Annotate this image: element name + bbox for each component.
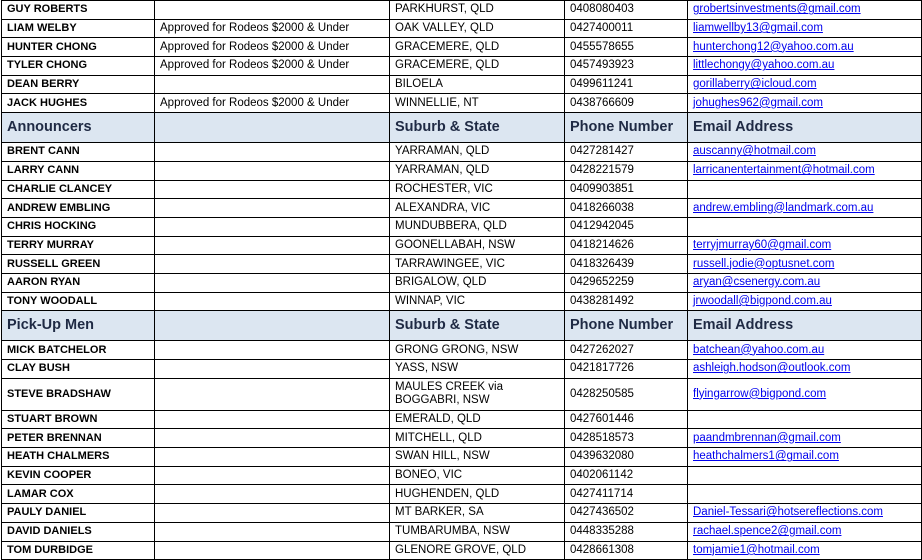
table-row: [2, 255, 922, 274]
table-row: [2, 1, 922, 20]
suburb-column-header: Suburb & State: [390, 113, 565, 143]
contact-name: AARON RYAN: [2, 273, 155, 292]
email-cell: [688, 19, 922, 38]
phone-number: 0427400011: [565, 19, 688, 38]
contact-name: CHARLIE CLANCEY: [2, 180, 155, 199]
contact-name: BRENT CANN: [2, 143, 155, 162]
approval-note: [155, 199, 390, 218]
suburb-state: YASS, NSW: [390, 360, 565, 379]
email-cell: [688, 199, 922, 218]
email-link[interactable]: paandmbrennan@gmail.com: [693, 431, 841, 444]
phone-number: 0438766609: [565, 94, 688, 113]
suburb-state: WINNELLIE, NT: [390, 94, 565, 113]
contact-name: STEVE BRADSHAW: [2, 378, 155, 410]
approval-note: [155, 504, 390, 523]
email-column-header: Email Address: [688, 113, 922, 143]
approval-note: [155, 410, 390, 429]
phone-number: 0427601446: [565, 410, 688, 429]
contact-name: MICK BATCHELOR: [2, 341, 155, 360]
email-cell: [688, 217, 922, 236]
suburb-state: GRACEMERE, QLD: [390, 57, 565, 76]
email-cell: [688, 522, 922, 541]
suburb-state: PARKHURST, QLD: [390, 1, 565, 20]
suburb-state: TUMBARUMBA, NSW: [390, 522, 565, 541]
suburb-state: MITCHELL, QLD: [390, 429, 565, 448]
approval-note: [155, 75, 390, 94]
email-cell: [688, 57, 922, 76]
suburb-state: BILOELA: [390, 75, 565, 94]
suburb-state: GLENORE GROVE, QLD: [390, 541, 565, 560]
contact-name: GUY ROBERTS: [2, 1, 155, 20]
contact-name: TYLER CHONG: [2, 57, 155, 76]
phone-number: 0427411714: [565, 485, 688, 504]
phone-number: 0402061142: [565, 466, 688, 485]
table-row: [2, 485, 922, 504]
section-title: Pick-Up Men: [2, 311, 155, 341]
approval-note: [155, 143, 390, 162]
contact-name: TERRY MURRAY: [2, 236, 155, 255]
contact-name: HEATH CHALMERS: [2, 448, 155, 467]
approval-note: [155, 273, 390, 292]
phone-number: 0428221579: [565, 161, 688, 180]
header-empty-cell: [155, 113, 390, 143]
table-row: [2, 429, 922, 448]
contact-name: RUSSELL GREEN: [2, 255, 155, 274]
approval-note: [155, 161, 390, 180]
approval-note: [155, 522, 390, 541]
table-row: [2, 341, 922, 360]
email-link[interactable]: batchean@yahoo.com.au: [693, 343, 825, 356]
table-row: [2, 19, 922, 38]
email-link[interactable]: auscanny@hotmail.com: [693, 145, 816, 158]
table-row: [2, 57, 922, 76]
email-link[interactable]: larricanentertainment@hotmail.com: [693, 164, 875, 177]
suburb-state: MUNDUBBERA, QLD: [390, 217, 565, 236]
email-link[interactable]: flyingarrow@bigpond.com: [693, 387, 827, 400]
approval-note: [155, 448, 390, 467]
approval-note: [155, 341, 390, 360]
suburb-state: YARRAMAN, QLD: [390, 161, 565, 180]
email-cell: [688, 273, 922, 292]
table-row: [2, 180, 922, 199]
email-link[interactable]: Daniel-Tessari@hotsereflections.com: [693, 506, 883, 519]
table-row: [2, 94, 922, 113]
table-row: [2, 75, 922, 94]
contact-name: JACK HUGHES: [2, 94, 155, 113]
suburb-state: MT BARKER, SA: [390, 504, 565, 523]
suburb-state: TARRAWINGEE, VIC: [390, 255, 565, 274]
phone-number: 0418266038: [565, 199, 688, 218]
email-link[interactable]: liamwellby13@gmail.com: [693, 22, 823, 35]
phone-number: 0421817726: [565, 360, 688, 379]
approval-note: [155, 485, 390, 504]
email-cell: [688, 429, 922, 448]
approval-note: Approved for Rodeos $2000 & Under: [155, 19, 390, 38]
approval-note: Approved for Rodeos $2000 & Under: [155, 94, 390, 113]
approval-note: [155, 429, 390, 448]
phone-number: 0427436502: [565, 504, 688, 523]
contact-name: PAULY DANIEL: [2, 504, 155, 523]
email-cell: [688, 378, 922, 410]
contact-name: HUNTER CHONG: [2, 38, 155, 57]
table-row: [2, 161, 922, 180]
contact-name: DEAN BERRY: [2, 75, 155, 94]
email-link[interactable]: jrwoodall@bigpond.com.au: [693, 294, 832, 307]
email-cell: [688, 485, 922, 504]
email-cell: [688, 161, 922, 180]
suburb-state: ROCHESTER, VIC: [390, 180, 565, 199]
approval-note: [155, 217, 390, 236]
contact-name: LIAM WELBY: [2, 19, 155, 38]
contact-name: TONY WOODALL: [2, 292, 155, 311]
table-row: [2, 273, 922, 292]
email-cell: [688, 448, 922, 467]
phone-number: 0409903851: [565, 180, 688, 199]
email-cell: [688, 94, 922, 113]
email-link[interactable]: littlechongy@yahoo.com.au: [693, 59, 835, 72]
approval-note: Approved for Rodeos $2000 & Under: [155, 57, 390, 76]
suburb-state: BRIGALOW, QLD: [390, 273, 565, 292]
suburb-state: GRONG GRONG, NSW: [390, 341, 565, 360]
phone-number: 0448335288: [565, 522, 688, 541]
email-cell: [688, 341, 922, 360]
suburb-state: HUGHENDEN, QLD: [390, 485, 565, 504]
table-row: [2, 378, 922, 410]
contact-name: PETER BRENNAN: [2, 429, 155, 448]
contact-name: CHRIS HOCKING: [2, 217, 155, 236]
phone-number: 0418214626: [565, 236, 688, 255]
phone-number: 0428250585: [565, 378, 688, 410]
contact-name: STUART BROWN: [2, 410, 155, 429]
contacts-table-body: [2, 1, 922, 560]
email-cell: [688, 255, 922, 274]
email-link[interactable]: johughes962@gmail.com: [693, 96, 823, 109]
approval-note: [155, 255, 390, 274]
phone-column-header: Phone Number: [565, 311, 688, 341]
table-row: [2, 143, 922, 162]
phone-number: 0427281427: [565, 143, 688, 162]
phone-number: 0408080403: [565, 1, 688, 20]
suburb-state: GOONELLABAH, NSW: [390, 236, 565, 255]
email-link[interactable]: aryan@csenergy.com.au: [693, 276, 821, 289]
email-cell: [688, 292, 922, 311]
approval-note: [155, 360, 390, 379]
contact-name: TOM DURBIDGE: [2, 541, 155, 560]
approval-note: [155, 466, 390, 485]
suburb-state: OAK VALLEY, QLD: [390, 19, 565, 38]
table-row: [2, 504, 922, 523]
contact-name: ANDREW EMBLING: [2, 199, 155, 218]
phone-column-header: Phone Number: [565, 113, 688, 143]
table-row: [2, 236, 922, 255]
email-link[interactable]: hunterchong12@yahoo.com.au: [693, 40, 854, 53]
phone-number: 0412942045: [565, 217, 688, 236]
table-row: [2, 410, 922, 429]
phone-number: 0428661308: [565, 541, 688, 560]
suburb-state: ALEXANDRA, VIC: [390, 199, 565, 218]
email-cell: [688, 410, 922, 429]
email-cell: [688, 1, 922, 20]
phone-number: 0427262027: [565, 341, 688, 360]
suburb-state: BONEO, VIC: [390, 466, 565, 485]
phone-number: 0438281492: [565, 292, 688, 311]
contact-name: KEVIN COOPER: [2, 466, 155, 485]
approval-note: Approved for Rodeos $2000 & Under: [155, 38, 390, 57]
email-cell: [688, 541, 922, 560]
email-cell: [688, 466, 922, 485]
email-link[interactable]: tomjamie1@hotmail.com: [693, 543, 820, 556]
email-link[interactable]: heathchalmers1@gmail.com: [693, 450, 839, 463]
suburb-column-header: Suburb & State: [390, 311, 565, 341]
phone-number: 0455578655: [565, 38, 688, 57]
contacts-table: [1, 0, 922, 560]
contact-name: DAVID DANIELS: [2, 522, 155, 541]
email-link[interactable]: terryjmurray60@gmail.com: [693, 238, 832, 251]
suburb-state: YARRAMAN, QLD: [390, 143, 565, 162]
email-cell: [688, 504, 922, 523]
approval-note: [155, 236, 390, 255]
phone-number: 0457493923: [565, 57, 688, 76]
approval-note: [155, 180, 390, 199]
suburb-state: SWAN HILL, NSW: [390, 448, 565, 467]
contact-name: CLAY BUSH: [2, 360, 155, 379]
table-row: [2, 541, 922, 560]
email-link[interactable]: russell.jodie@optusnet.com: [693, 257, 835, 270]
phone-number: 0428518573: [565, 429, 688, 448]
table-row: [2, 466, 922, 485]
table-row: [2, 448, 922, 467]
section-title: Announcers: [2, 113, 155, 143]
email-column-header: Email Address: [688, 311, 922, 341]
email-cell: [688, 75, 922, 94]
suburb-state: MAULES CREEK via BOGGABRI, NSW: [390, 378, 565, 410]
contact-name: LARRY CANN: [2, 161, 155, 180]
suburb-state: EMERALD, QLD: [390, 410, 565, 429]
table-row: [2, 38, 922, 57]
email-cell: [688, 38, 922, 57]
table-row: [2, 217, 922, 236]
email-cell: [688, 180, 922, 199]
suburb-state: GRACEMERE, QLD: [390, 38, 565, 57]
table-row: [2, 199, 922, 218]
approval-note: [155, 378, 390, 410]
pickup-men-section-header: [2, 311, 922, 341]
approval-note: [155, 1, 390, 20]
email-link[interactable]: gorillaberry@icloud.com: [693, 78, 817, 91]
announcers-section-header: [2, 113, 922, 143]
phone-number: 0499611241: [565, 75, 688, 94]
approval-note: [155, 541, 390, 560]
phone-number: 0429652259: [565, 273, 688, 292]
email-cell: [688, 236, 922, 255]
table-row: [2, 360, 922, 379]
contact-name: LAMAR COX: [2, 485, 155, 504]
email-link[interactable]: andrew.embling@landmark.com.au: [693, 201, 874, 214]
suburb-state: WINNAP, VIC: [390, 292, 565, 311]
header-empty-cell: [155, 311, 390, 341]
table-row: [2, 292, 922, 311]
table-row: [2, 522, 922, 541]
email-link[interactable]: ashleigh.hodson@outlook.com: [693, 362, 851, 375]
phone-number: 0439632080: [565, 448, 688, 467]
email-cell: [688, 143, 922, 162]
phone-number: 0418326439: [565, 255, 688, 274]
email-cell: [688, 360, 922, 379]
email-link[interactable]: grobertsinvestments@gmail.com: [693, 3, 861, 16]
approval-note: [155, 292, 390, 311]
email-link[interactable]: rachael.spence2@gmail.com: [693, 525, 842, 538]
